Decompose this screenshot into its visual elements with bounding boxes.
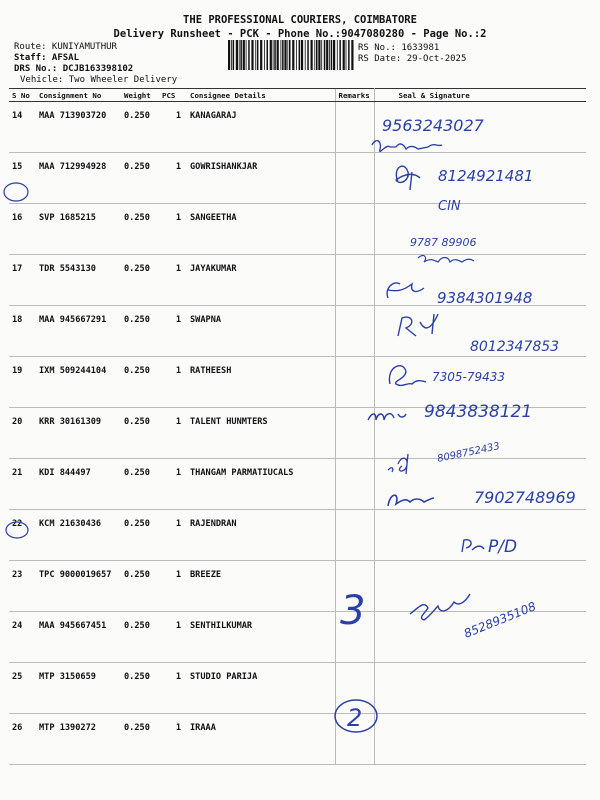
row-weight: 0.250 bbox=[121, 561, 159, 612]
signature-scribble-23 bbox=[388, 495, 434, 506]
handwritten-phone-19: 8012347853 bbox=[470, 339, 560, 355]
row-sno: 20 bbox=[9, 408, 36, 459]
company-title: THE PROFESSIONAL COURIERS, COIMBATORE bbox=[183, 14, 417, 26]
row-consignee: JAYAKUMAR bbox=[187, 255, 335, 306]
row-weight: 0.250 bbox=[121, 153, 159, 204]
row-sno: 26 bbox=[9, 714, 36, 765]
signature-scribble-20 bbox=[389, 366, 426, 386]
row-consignee: THANGAM PARMATIUCALS bbox=[187, 459, 335, 510]
col-seal: Seal & Signature bbox=[374, 89, 586, 102]
col-consignee: Consignee Details bbox=[187, 89, 335, 102]
runsheet-subtitle: Delivery Runsheet - PCK - Phone No.:9047080280 - Page No.:2 bbox=[113, 28, 487, 40]
row-weight: 0.250 bbox=[121, 663, 159, 714]
signature-scribble-17 bbox=[418, 255, 474, 262]
signature-scribble-24 bbox=[462, 540, 484, 552]
row-weight: 0.250 bbox=[121, 306, 159, 357]
row-consignment-no: MAA 712994928 bbox=[36, 153, 121, 204]
row-consignment-no: TDR 5543130 bbox=[36, 255, 121, 306]
row-consignment-no: SVP 1685215 bbox=[36, 204, 121, 255]
row-sno: 15 bbox=[9, 153, 36, 204]
row-pcs: 1 bbox=[159, 204, 187, 255]
row-pcs: 1 bbox=[159, 561, 187, 612]
row-weight: 0.250 bbox=[121, 204, 159, 255]
row-consignment-no: KDI 844497 bbox=[36, 459, 121, 510]
row-weight: 0.250 bbox=[121, 459, 159, 510]
col-weight: Weight bbox=[121, 89, 159, 102]
row-pcs: 1 bbox=[159, 408, 187, 459]
signature-scribble-21 bbox=[368, 414, 406, 420]
handwritten-phone-26: 8528935108 bbox=[461, 599, 538, 641]
vehicle-label: Vehicle: Two Wheeler Delivery bbox=[20, 75, 178, 85]
row-consignee: SENTHILKUMAR bbox=[187, 612, 335, 663]
row-consignee: SWAPNA bbox=[187, 306, 335, 357]
col-sno: S No bbox=[9, 89, 36, 102]
handwritten-phone-15: 8124921481 bbox=[438, 167, 534, 185]
row-pcs: 1 bbox=[159, 357, 187, 408]
signature-scribble-18 bbox=[387, 283, 424, 298]
handwritten-remark-26: 3 bbox=[340, 588, 366, 634]
route-label: Route: KUNIYAMUTHUR bbox=[14, 42, 117, 52]
row-sno: 24 bbox=[9, 612, 36, 663]
col-pcs: PCS bbox=[159, 89, 187, 102]
row-consignment-no: TPC 9000019657 bbox=[36, 561, 121, 612]
staff-label: Staff: AFSAL bbox=[14, 53, 80, 63]
handwritten-phone-21: 9843838121 bbox=[424, 402, 533, 422]
row-consignment-no: MAA 945667451 bbox=[36, 612, 121, 663]
row-pcs: 1 bbox=[159, 255, 187, 306]
row-consignee: RATHEESH bbox=[187, 357, 335, 408]
handwritten-phone-22: 8098752433 bbox=[436, 440, 501, 465]
row-sno: 22 bbox=[9, 510, 36, 561]
row-sno: 23 bbox=[9, 561, 36, 612]
row-consignee: GOWRISHANKJAR bbox=[187, 153, 335, 204]
row-pcs: 1 bbox=[159, 612, 187, 663]
signature-scribble-22 bbox=[388, 454, 408, 474]
row-consignment-no: IXM 509244104 bbox=[36, 357, 121, 408]
row-weight: 0.250 bbox=[121, 102, 159, 153]
row-pcs: 1 bbox=[159, 714, 187, 765]
row-consignment-no: KCM 21630436 bbox=[36, 510, 121, 561]
row-sno: 16 bbox=[9, 204, 36, 255]
row-sno: 14 bbox=[9, 102, 36, 153]
handwritten-phone-23: 7902748969 bbox=[474, 488, 576, 507]
page-mark-number: 2 bbox=[347, 704, 363, 732]
row-consignee: KANAGARAJ bbox=[187, 102, 335, 153]
row-consignment-no: MAA 945667291 bbox=[36, 306, 121, 357]
rs-date: RS Date: 29-Oct-2025 bbox=[358, 54, 467, 64]
signature-scribble-26 bbox=[410, 594, 470, 620]
row-sno: 21 bbox=[9, 459, 36, 510]
row-sno: 19 bbox=[9, 357, 36, 408]
col-consignment: Consignment No bbox=[36, 89, 121, 102]
row-pcs: 1 bbox=[159, 153, 187, 204]
row-consignee: IRAAA bbox=[187, 714, 335, 765]
row-sno: 25 bbox=[9, 663, 36, 714]
row-consignee: BREEZE bbox=[187, 561, 335, 612]
row-pcs: 1 bbox=[159, 459, 187, 510]
row-sno: 17 bbox=[9, 255, 36, 306]
row-weight: 0.250 bbox=[121, 408, 159, 459]
rs-number: RS No.: 1633981 bbox=[358, 43, 440, 53]
row-weight: 0.250 bbox=[121, 510, 159, 561]
handwritten-phone-14: 9563243027 bbox=[382, 116, 484, 135]
row-consignment-no: MTP 1390272 bbox=[36, 714, 121, 765]
row-consignee: SANGEETHA bbox=[187, 204, 335, 255]
signature-scribble-19 bbox=[398, 314, 438, 336]
signature-scribble-15 bbox=[396, 166, 420, 190]
row-weight: 0.250 bbox=[121, 255, 159, 306]
circle-mark-24 bbox=[6, 522, 28, 538]
signature-scribble-14 bbox=[372, 141, 442, 152]
handwritten-phone-17: 9787 89906 bbox=[410, 236, 477, 249]
row-consignment-no: MAA 713903720 bbox=[36, 102, 121, 153]
row-pcs: 1 bbox=[159, 306, 187, 357]
row-weight: 0.250 bbox=[121, 612, 159, 663]
row-weight: 0.250 bbox=[121, 714, 159, 765]
row-consignment-no: KRR 30161309 bbox=[36, 408, 121, 459]
drs-number: DRS No.: DCJB163398102 bbox=[14, 64, 134, 74]
handwritten-phone-18: 9384301948 bbox=[437, 289, 533, 307]
col-remarks: Remarks bbox=[335, 89, 374, 102]
row-pcs: 1 bbox=[159, 510, 187, 561]
row-consignment-no: MTP 3150659 bbox=[36, 663, 121, 714]
circle-mark-16 bbox=[4, 183, 28, 201]
handwritten-phone-20: 7305-79433 bbox=[432, 370, 506, 384]
row-consignee: RAJENDRAN bbox=[187, 510, 335, 561]
handwritten-note-16: CIN bbox=[438, 199, 461, 214]
row-weight: 0.250 bbox=[121, 357, 159, 408]
row-pcs: 1 bbox=[159, 102, 187, 153]
row-consignee: STUDIO PARIJA bbox=[187, 663, 335, 714]
row-pcs: 1 bbox=[159, 663, 187, 714]
row-consignee: TALENT HUNMTERS bbox=[187, 408, 335, 459]
row-sno: 18 bbox=[9, 306, 36, 357]
handwritten-note-24: P/D bbox=[488, 537, 518, 557]
